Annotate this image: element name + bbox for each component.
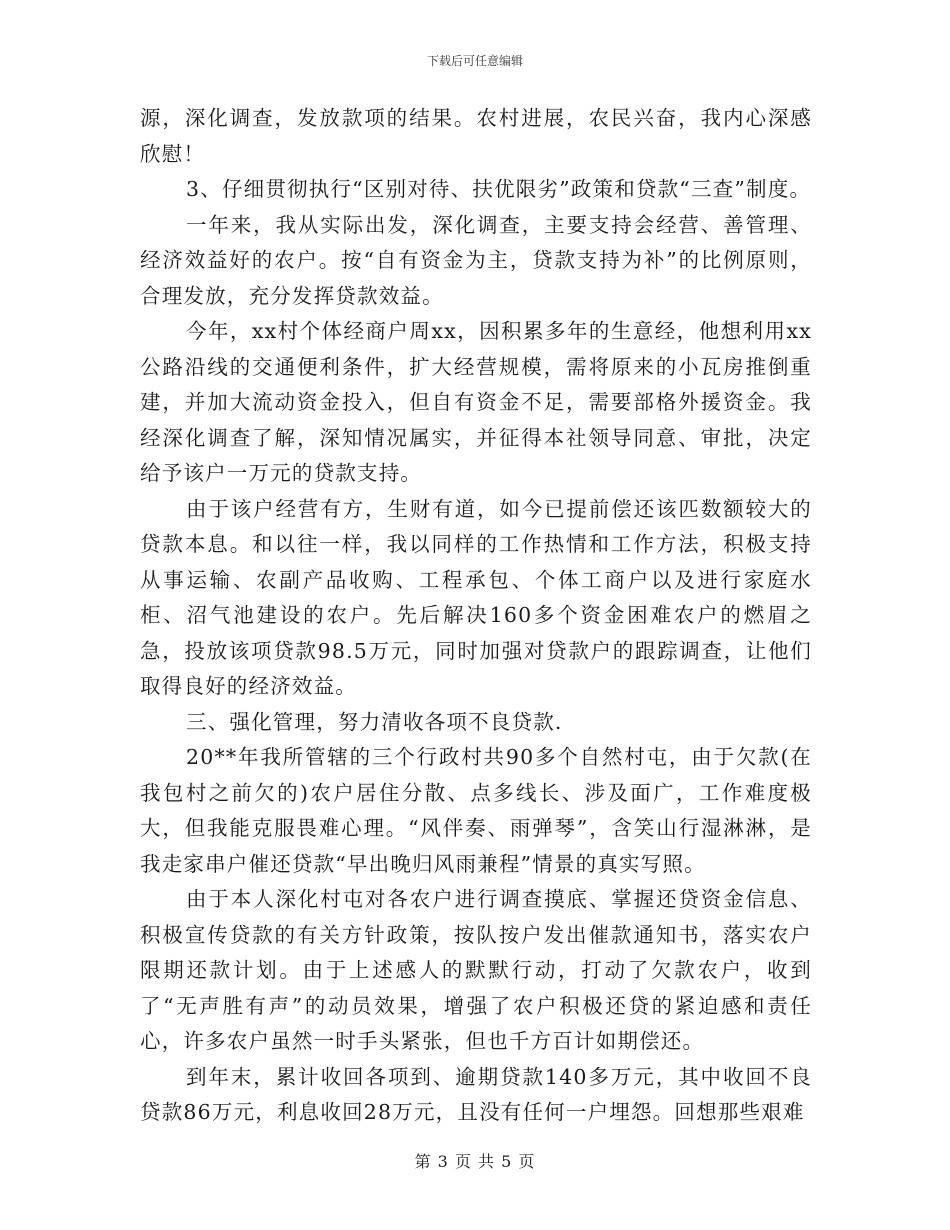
paragraph-2: 3、仔细贯彻执行“区别对待、扶优限劣”政策和贷款“三查”制度。 — [186, 177, 812, 201]
paragraph-8: 由于本人深化村屯对各农户进行调查摸底、掌握还贷资金信息、积极宣传贷款的有关方针政策，按队按户发出催款通知书，落实农户限期还款计划。由于上述感人的默默行动，打动了欠款农户，收到了“无声胜有声”的动员效果，增强了农户积极还贷的紧迫感和责任心，许多农户虽然一时手头紧张，但也千方百计如期偿还。 — [140, 887, 812, 1053]
paragraph-1: 源，深化调查，发放款项的结果。农村进展，农民兴奋，我内心深感欣慰！ — [140, 106, 812, 166]
paragraph-5: 由于该户经营有方，生财有道，如今已提前偿还该匹数额较大的贷款本息。和以往一样，我以同样的工作热情和工作方法，积极支持从事运输、农副产品收购、工程承包、个体工商户以及进行家庭水柜、沼气池建设的农户。先后解决160多个资金困难农户的燃眉之急，投放该项贷款98.5万元，同时加强对贷款户的跟踪调查，让他们取得良好的经济效益。 — [140, 496, 812, 698]
paragraph-9: 到年末，累计收回各项到、逾期贷款140多万元，其中收回不良贷款86万元，利息收回28万元，且没有任何一户埋怨。回想那些艰难 — [140, 1064, 812, 1124]
document-body — [140, 101, 812, 1131]
paragraph-3: 一年来，我从实际出发，深化调查，主要支持会经营、善管理、经济效益好的农户。按“自有资金为主，贷款支持为补”的比例原则，合理发放，充分发挥贷款效益。 — [140, 212, 812, 308]
page-footer: 第 3 页 共 5 页 — [414, 1152, 536, 1171]
page-header: 下载后可任意编辑 — [426, 54, 523, 68]
paragraph-7: 20**年我所管辖的三个行政村共90多个自然村屯，由于欠款(在我包村之前欠的)农户居住分散、点多线长、涉及面广，工作难度极大，但我能克服畏难心理。“风伴奏、雨弹琴”，含笑山行湿淋淋，是我走家串户催还贷款“早出晚归风雨兼程”情景的真实写照。 — [140, 745, 812, 876]
paragraph-4: 今年，xx村个体经商户周xx，因积累多年的生意经，他想利用xx公路沿线的交通便利条件，扩大经营规模，需将原来的小瓦房推倒重建，并加大流动资金投入，但自有资金不足，需要部格外援资金。我经深化调查了解，深知情况属实，并征得本社领导同意、审批，决定给予该户一万元的贷款支持。 — [140, 319, 812, 485]
section-heading: 三、强化管理，努力清收各项不良贷款. — [186, 709, 563, 734]
